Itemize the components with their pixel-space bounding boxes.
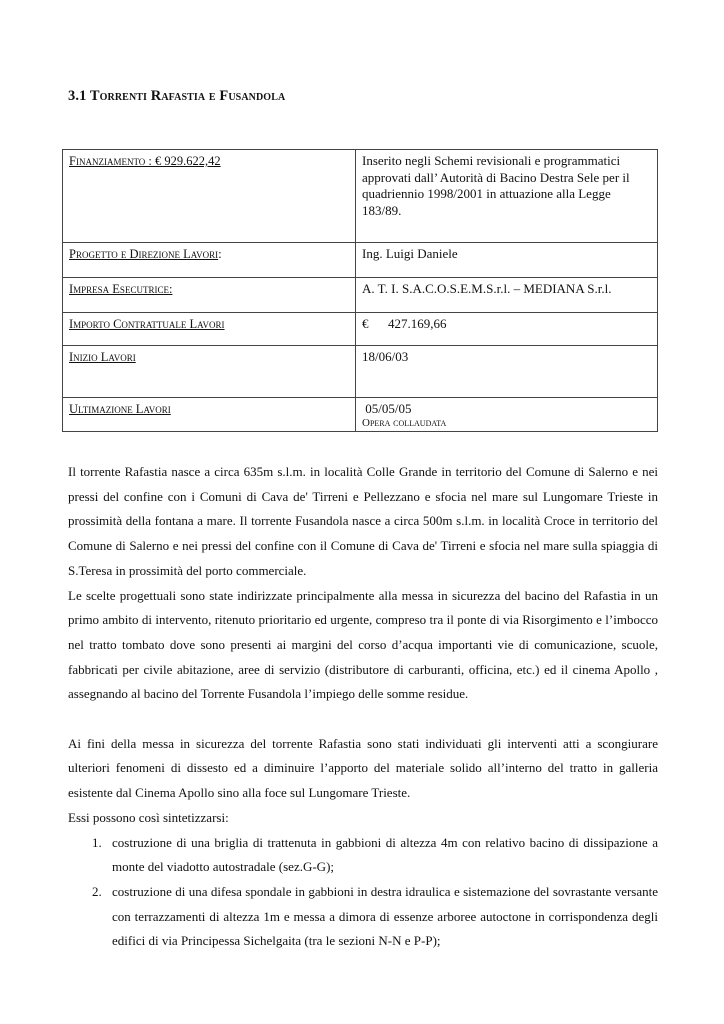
project-info-table bbox=[62, 149, 658, 432]
start-date-label: Inizio Lavori bbox=[69, 350, 136, 364]
list-item-text: costruzione di una briglia di trattenuta in gabbioni di altezza 4m con relativo bacino di dissipazione a monte del viadotto autostradale (sez.G-G); bbox=[112, 834, 658, 875]
paragraph: Il torrente Rafastia nasce a circa 635m s.l.m. in località Colle Grande in territorio del Comune di Salerno e nei pressi del confine con i Comuni di Cava de' Tirreni e Pellezzano e sfocia nel mare sul Lungomare Trieste in prossimità della fontana a mare. Il torrente Fusandola nasce a circa 500m s.l.m. in località Croce in territorio del Comune di Salerno e nei pressi del confine con il Comune di Cava de' Tirreni e sfocia nel mare sulla spiaggia di S.Teresa in prossimità del porto commerciale. bbox=[68, 464, 658, 578]
table-row bbox=[63, 313, 658, 346]
body-text bbox=[68, 460, 658, 954]
list-item-text: costruzione di una difesa spondale in gabbioni in destra idraulica e sistemazione del sovrastante versante con terrazzamenti di altezza 1m e messa a dimora di essenze arboree autoctone in corrispondenza degli edifici di via Principessa Sichelgaita (tra le sezioni N-N e P-P); bbox=[112, 883, 658, 949]
table-value-cell bbox=[356, 243, 658, 278]
completion-label: Ultimazione Lavori bbox=[69, 402, 171, 416]
paragraph: Ai fini della messa in sicurezza del torrente Rafastia sono stati individuati gli interventi atti a scongiurare ulteriori fenomeni di dissesto ed a diminuire l’apporto del materiale solido all’interno del tratto in galleria esistente dal Cinema Apollo sino alla foce sul Lungomare Trieste. bbox=[68, 735, 658, 801]
table-value-cell bbox=[356, 398, 658, 432]
table-row bbox=[63, 150, 658, 243]
list-number: 1. bbox=[92, 834, 102, 850]
table-label-cell bbox=[63, 278, 356, 313]
contract-amount-value: € 427.169,66 bbox=[362, 316, 447, 331]
table-row bbox=[63, 346, 658, 398]
table-row bbox=[63, 398, 658, 432]
project-direction-value: Ing. Luigi Daniele bbox=[362, 246, 458, 261]
table-row bbox=[63, 278, 658, 313]
contractor-label: Impresa Esecutrice: bbox=[69, 282, 173, 296]
table-label-cell bbox=[63, 346, 356, 398]
project-direction-label: Progetto e Direzione Lavori bbox=[69, 247, 219, 261]
table-label-cell bbox=[63, 313, 356, 346]
table-row bbox=[63, 243, 658, 278]
table-value-cell bbox=[356, 313, 658, 346]
contractor-value: A. T. I. S.A.C.O.S.E.M.S.r.l. – MEDIANA S.r.l. bbox=[362, 281, 612, 296]
list-item bbox=[68, 831, 658, 880]
table-value-cell bbox=[356, 278, 658, 313]
table-label-cell bbox=[63, 150, 356, 243]
list-item bbox=[68, 880, 658, 954]
table-value-cell bbox=[356, 150, 658, 243]
section-title: 3.1 Torrenti Rafastia e Fusandola bbox=[68, 88, 286, 104]
paragraph: Le scelte progettuali sono state indirizzate principalmente alla messa in sicurezza del bacino del Rafastia in un primo ambito di intervento, ritenuto prioritario ed urgente, compreso tra il ponte di via Risorgimento e l’imbocco nel tratto tombato dove sono presenti ai margini del corso d’acqua importanti vie di comunicazione, scuole, fabbricati per civile abitazione, aree di servizio (distributore di carburanti, officina, etc.) ed il cinema Apollo , assegnando al bacino del Torrente Fusandola l’impiego delle somme residue. bbox=[68, 587, 658, 702]
contract-amount-label: Importo Contrattuale Lavori bbox=[69, 317, 225, 331]
intervention-list bbox=[68, 831, 658, 955]
table-label-cell bbox=[63, 398, 356, 432]
start-date-value: 18/06/03 bbox=[362, 349, 409, 364]
completion-date-value: 05/05/05 bbox=[362, 401, 412, 416]
list-number: 2. bbox=[92, 883, 102, 899]
funding-value: Inserito negli Schemi revisionali e programmatici approvati dall’ Autorità di Bacino Destra Sele per il quadriennio 1998/2001 in attuazione alla Legge 183/89. bbox=[362, 153, 630, 218]
table-label-cell bbox=[63, 243, 356, 278]
tested-status-note: Opera collaudata bbox=[362, 416, 447, 429]
project-direction-colon: : bbox=[218, 246, 222, 261]
table-value-cell bbox=[356, 346, 658, 398]
paragraph: Essi possono così sintetizzarsi: bbox=[68, 809, 229, 825]
funding-label: Finanziamento : € 929.622,42 bbox=[69, 154, 221, 168]
